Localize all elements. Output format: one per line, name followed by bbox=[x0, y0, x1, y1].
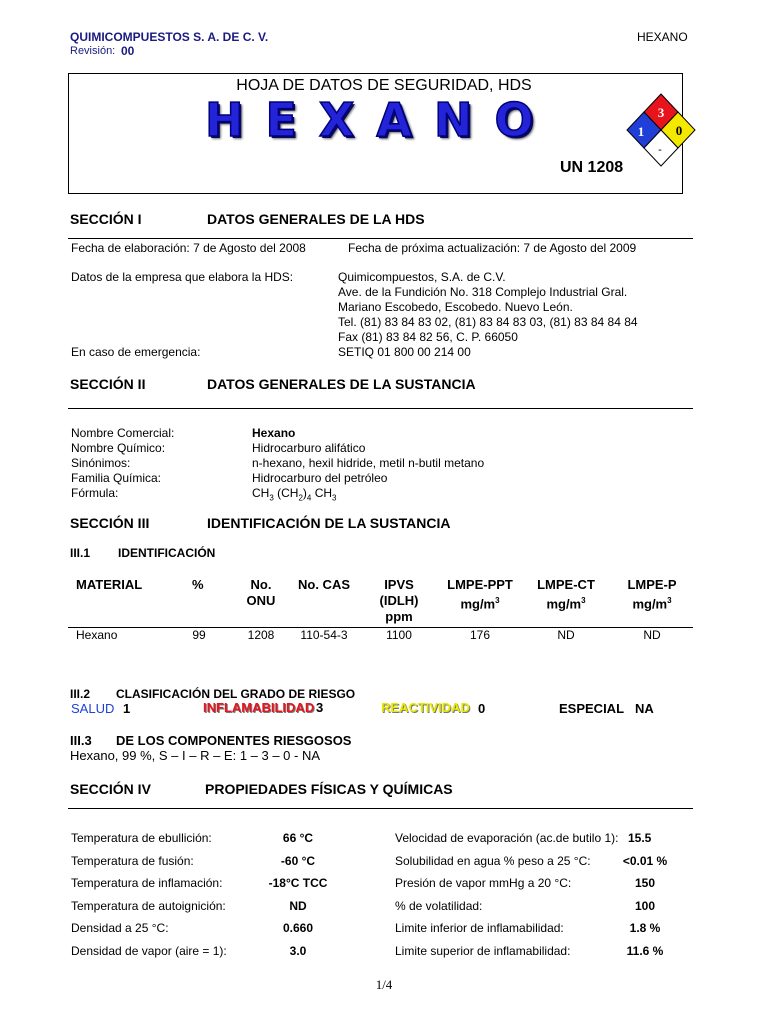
nfpa-special: - bbox=[658, 144, 662, 156]
nfpa-reactivity: 0 bbox=[675, 123, 683, 138]
prop-value: 0.660 bbox=[282, 921, 314, 935]
emergency-phone: SETIQ 01 800 00 214 00 bbox=[338, 345, 471, 359]
section1-title: DATOS GENERALES DE LA HDS bbox=[207, 211, 425, 227]
risk-inflamabilidad-label: INFLAMABILIDAD bbox=[203, 700, 315, 715]
row-onu: 1208 bbox=[247, 628, 275, 642]
row-lmpe-p: ND bbox=[643, 628, 661, 642]
properties-right-labels bbox=[395, 827, 618, 962]
prop-value: ND bbox=[289, 898, 307, 913]
revision-label: Revisión: bbox=[70, 45, 116, 57]
section1-number: SECCIÓN I bbox=[70, 211, 142, 227]
prop-label: Presión de vapor mmHg a 20 °C: bbox=[395, 876, 572, 890]
prop-value: -18°C TCC bbox=[268, 876, 328, 890]
company-line: Tel. (81) 83 84 83 02, (81) 83 84 83 03, (81) 83 84 84 84 bbox=[338, 315, 638, 329]
row-material: Hexano bbox=[76, 628, 118, 642]
prop-value: 11.6 % bbox=[626, 943, 664, 958]
label-chemical-family: Familia Química: bbox=[71, 471, 162, 485]
subsection-iii2-title: CLASIFICACIÓN DEL GRADO DE RIESGO bbox=[116, 687, 356, 701]
row-lmpe-ct: ND bbox=[557, 628, 575, 642]
row-percent: 99 bbox=[192, 628, 206, 642]
properties-left-values bbox=[250, 827, 346, 962]
prop-value: 66 °C bbox=[282, 831, 314, 845]
section4-title: PROPIEDADES FÍSICAS Y QUÍMICAS bbox=[205, 781, 453, 797]
un-number: UN 1208 bbox=[560, 159, 624, 176]
col-lmpe-ppt: LMPE-PPT $mg/m^3$ bbox=[447, 577, 513, 612]
risk-especial-value: NA bbox=[635, 701, 654, 716]
prop-label: Temperatura de ebullición: bbox=[71, 831, 212, 845]
formula: $CH_3$ $(CH_2)_4$ $CH_3$ bbox=[252, 486, 337, 503]
section3-number: SECCIÓN III bbox=[70, 515, 150, 531]
divider bbox=[68, 808, 693, 809]
col-onu: No. ONU bbox=[246, 577, 276, 608]
chemical-family: Hidrocarburo del petróleo bbox=[252, 471, 388, 485]
company-line: Mariano Escobedo, Escobedo. Nuevo León. bbox=[338, 300, 573, 314]
col-lmpe-p: LMPE-P $mg/m^3$ bbox=[627, 577, 677, 612]
company-address bbox=[338, 270, 638, 345]
prop-label: Temperatura de fusión: bbox=[71, 853, 194, 868]
prop-label: % de volatilidad: bbox=[395, 898, 483, 913]
product-title: HEXANO bbox=[205, 93, 556, 147]
properties-left-labels bbox=[71, 827, 227, 962]
prop-label: Velocidad de evaporación (ac.de butilo 1): bbox=[395, 831, 619, 845]
row-ipvs: 1100 bbox=[386, 628, 412, 642]
prop-value: 3.0 bbox=[289, 943, 307, 958]
col-ipvs: IPVS (IDLH) ppm bbox=[379, 577, 419, 624]
risky-components: Hexano, 99 %, S – I – R – E: 1 – 3 – 0 - NA bbox=[70, 748, 321, 763]
chemical-name: Hidrocarburo alifático bbox=[252, 441, 366, 455]
section2-number: SECCIÓN II bbox=[70, 376, 146, 392]
company-line: Quimicompuestos, S.A. de C.V. bbox=[338, 270, 506, 284]
section2-title: DATOS GENERALES DE LA SUSTANCIA bbox=[207, 376, 476, 392]
company-header: QUIMICOMPUESTOS S. A. DE C. V. bbox=[70, 30, 269, 44]
nfpa-health: 1 bbox=[637, 124, 645, 139]
nfpa-flammability: 3 bbox=[657, 105, 665, 120]
prop-label: Limite inferior de inflamabilidad: bbox=[395, 921, 564, 935]
prop-value: 150 bbox=[634, 876, 656, 890]
subsection-iii3-title: DE LOS COMPONENTES RIESGOSOS bbox=[116, 733, 352, 748]
subsection-iii1-title: IDENTIFICACIÓN bbox=[118, 546, 216, 560]
prop-label: Temperatura de autoignición: bbox=[71, 898, 226, 913]
label-synonyms: Sinónimos: bbox=[71, 456, 131, 470]
company-data-label: Datos de la empresa que elabora la HDS: bbox=[71, 270, 294, 284]
section3-title: IDENTIFICACIÓN DE LA SUSTANCIA bbox=[207, 515, 451, 531]
synonyms: n-hexano, hexil hidride, metil n-butil metano bbox=[252, 456, 485, 470]
next-update-date: Fecha de próxima actualización: 7 de Agosto del 2009 bbox=[348, 241, 637, 255]
subsection-iii2-number: III.2 bbox=[70, 687, 91, 701]
nfpa-diamond bbox=[616, 90, 706, 168]
properties-right-values bbox=[605, 850, 685, 963]
product-header: HEXANO bbox=[637, 30, 688, 44]
col-cas: No. CAS bbox=[298, 577, 350, 592]
row-lmpe-ppt: 176 bbox=[469, 628, 491, 642]
subsection-iii1-number: III.1 bbox=[70, 546, 91, 560]
hds-heading: HOJA DE DATOS DE SEGURIDAD, HDS bbox=[236, 77, 532, 94]
label-trade-name: Nombre Comercial: bbox=[71, 426, 175, 440]
elaboration-date: Fecha de elaboración: 7 de Agosto del 2008 bbox=[71, 241, 306, 255]
revision-value: 00 bbox=[121, 44, 135, 58]
prop-label: Densidad de vapor (aire = 1): bbox=[71, 943, 227, 958]
properties-right-value-0: 15.5 bbox=[628, 831, 652, 845]
prop-label: Solubilidad en agua % peso a 25 °C: bbox=[395, 853, 591, 868]
risk-inflamabilidad-value: 3 bbox=[316, 700, 324, 715]
risk-reactividad-value: 0 bbox=[478, 701, 486, 716]
prop-value: -60 °C bbox=[280, 853, 316, 868]
emergency-label: En caso de emergencia: bbox=[71, 345, 201, 359]
col-lmpe-ct: LMPE-CT $mg/m^3$ bbox=[537, 577, 595, 612]
substance-values bbox=[252, 426, 484, 505]
divider bbox=[68, 408, 693, 409]
prop-label: Temperatura de inflamación: bbox=[71, 876, 223, 890]
section4-number: SECCIÓN IV bbox=[70, 781, 151, 797]
substance-labels bbox=[71, 426, 174, 501]
prop-label: Limite superior de inflamabilidad: bbox=[395, 943, 571, 958]
risk-salud-value: 1 bbox=[123, 701, 131, 716]
company-line: Fax (81) 83 84 82 56, C. P. 66050 bbox=[338, 330, 518, 344]
risk-salud-label: SALUD bbox=[71, 701, 115, 716]
row-cas: 110-54-3 bbox=[300, 628, 348, 642]
page-number: 1/4 bbox=[375, 977, 393, 992]
subsection-iii3-number: III.3 bbox=[70, 733, 92, 748]
prop-value: <0.01 % bbox=[622, 853, 668, 868]
divider bbox=[68, 238, 693, 239]
prop-value: 100 bbox=[634, 898, 656, 913]
col-material: MATERIAL bbox=[76, 577, 143, 592]
company-line: Ave. de la Fundición No. 318 Complejo Industrial Gral. bbox=[338, 285, 628, 299]
label-chemical-name: Nombre Químico: bbox=[71, 441, 166, 455]
risk-reactividad-label: REACTIVIDAD bbox=[381, 700, 470, 715]
col-percent: % bbox=[192, 577, 204, 592]
trade-name: Hexano bbox=[252, 426, 296, 440]
risk-especial-label: ESPECIAL bbox=[559, 701, 625, 716]
prop-value: 1.8 % bbox=[629, 921, 661, 935]
label-formula: Fórmula: bbox=[71, 486, 119, 500]
prop-label: Densidad a 25 °C: bbox=[71, 921, 169, 935]
